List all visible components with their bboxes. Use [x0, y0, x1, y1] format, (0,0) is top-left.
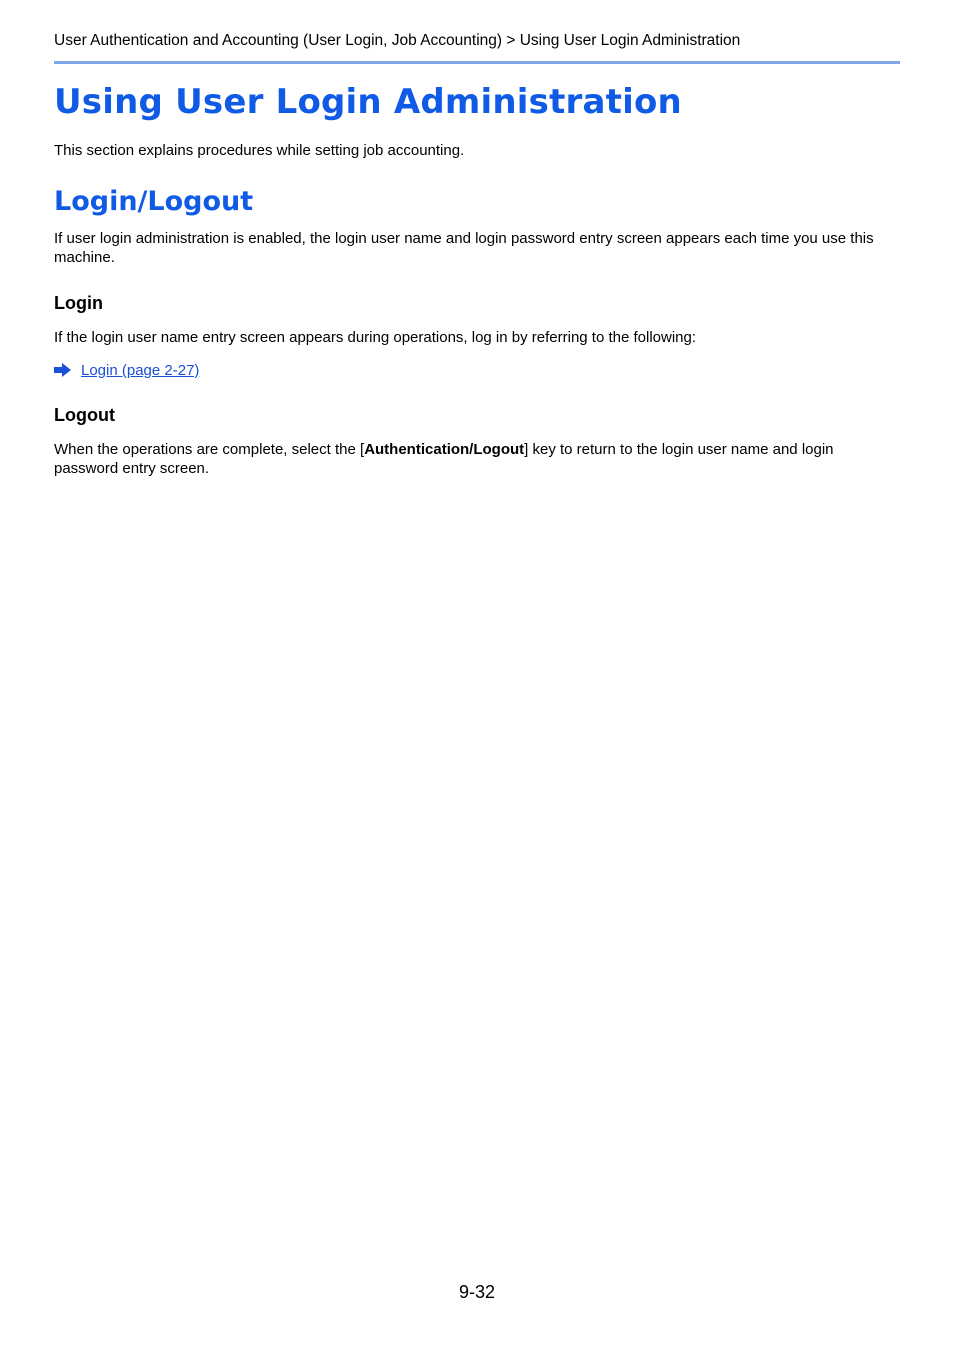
- arrow-right-icon: [54, 363, 71, 377]
- section-title-login-logout: Login/Logout: [54, 186, 254, 217]
- page-number: 9-32: [458, 1282, 496, 1302]
- logout-body-after: ] key to return to the login user name and login password entry screen.: [54, 441, 834, 477]
- logout-body-before: When the operations are complete, select the [: [54, 441, 365, 458]
- page-title: Using User Login Administration: [54, 82, 682, 122]
- login-body-text: If the login user name entry screen appears during operations, log in by referring to the following:: [54, 329, 697, 346]
- logout-body-text: [54, 440, 900, 478]
- login-reference: [54, 360, 199, 380]
- authentication-logout-key-name: Authentication/Logout: [364, 441, 525, 458]
- header-divider: [54, 61, 900, 64]
- intro-text: This section explains procedures while setting job accounting.: [54, 142, 465, 159]
- section-body-text: If user login administration is enabled, the login user name and login password entry screen appears each time you use this machine.: [54, 230, 874, 266]
- login-reference-link[interactable]: Login (page 2-27): [81, 361, 200, 379]
- breadcrumb: User Authentication and Accounting (User Login, Job Accounting) > Using User Login Administration: [54, 32, 741, 49]
- subsection-title-logout: Logout: [54, 405, 115, 425]
- subsection-title-login: Login: [54, 293, 103, 313]
